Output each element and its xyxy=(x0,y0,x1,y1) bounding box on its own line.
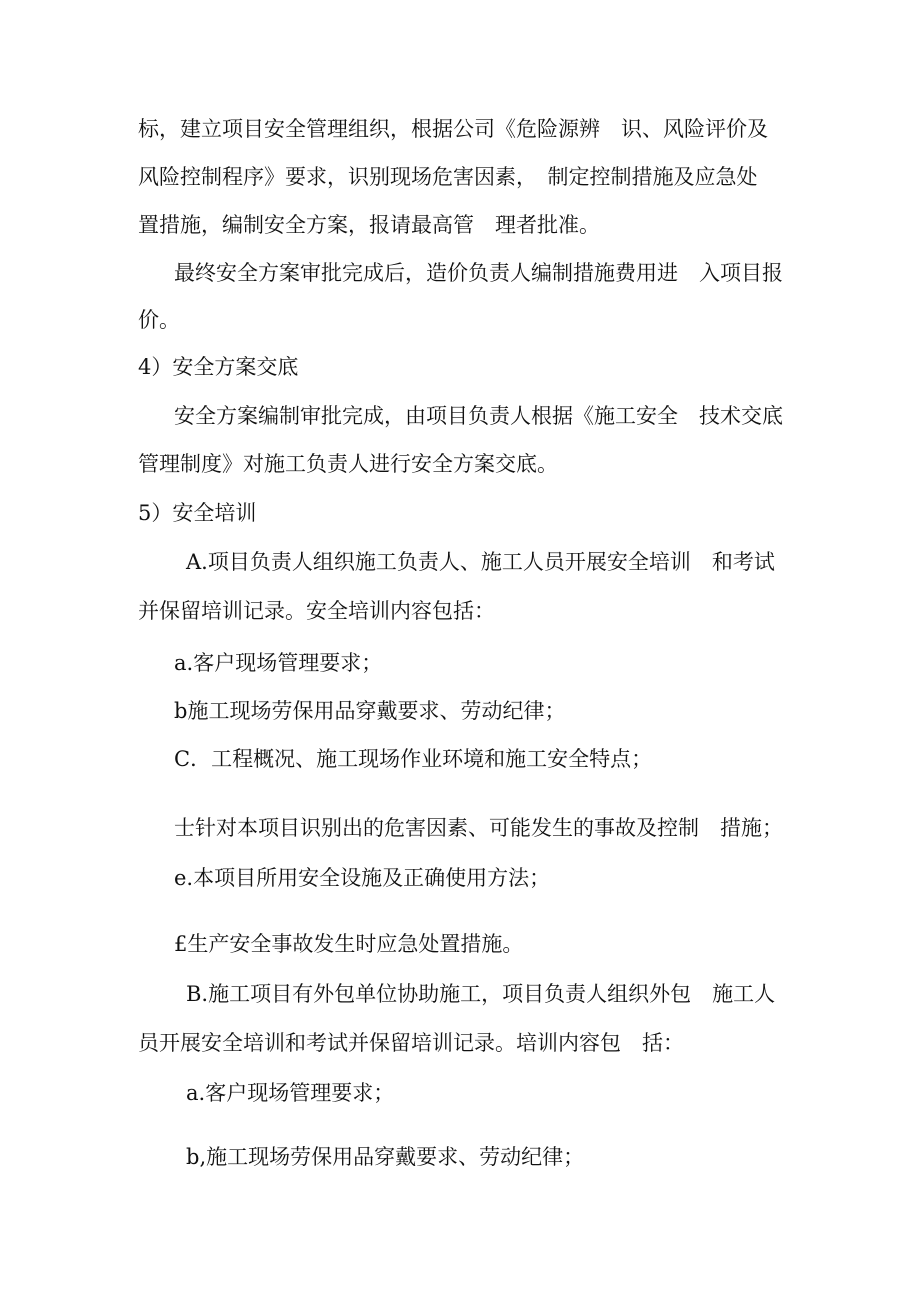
list-item-b-2: b,施工现场劳保用品穿戴要求、劳动纪律； xyxy=(186,1145,585,1169)
paragraph-line-6: 安全方案编制审批完成，由项目负责人根据《施工安全 技术交底 xyxy=(174,404,783,428)
section-heading-4: 4）安全方案交底 xyxy=(138,355,299,379)
list-item-a: a.客户现场管理要求； xyxy=(174,651,383,675)
paragraph-line-7: 管理制度》对施工负责人进行安全方案交底。 xyxy=(138,452,558,476)
list-item-a-2: a.客户现场管理要求； xyxy=(186,1081,395,1105)
paragraph-line-9: 并保留培训记录。安全培训内容包括： xyxy=(138,599,495,623)
paragraph-line-11: 员开展安全培训和考试并保留培训记录。培训内容包 括： xyxy=(138,1031,684,1055)
section-heading-5: 5）安全培训 xyxy=(138,501,257,525)
list-item-d: 士针对本项目识别出的危害因素、可能发生的事故及控制 措施； xyxy=(174,816,783,840)
list-item-e: e.本项目所用安全设施及正确使用方法； xyxy=(174,866,551,890)
paragraph-line-4: 最终安全方案审批完成后，造价负责人编制措施费用进 入项目报 xyxy=(174,261,783,285)
paragraph-line-3: 置措施，编制安全方案，报请最高管 理者批准。 xyxy=(138,213,600,237)
paragraph-line-10: B.施工项目有外包单位协助施工，项目负责人组织外包 施工人 xyxy=(186,982,776,1006)
paragraph-line-5: 价。 xyxy=(138,308,180,332)
paragraph-line-1: 标，建立项目安全管理组织，根据公司《危险源辨 识、风险评价及 xyxy=(138,117,768,141)
paragraph-line-2: 风险控制程序》要求，识别现场危害因素， 制定控制措施及应急处 xyxy=(138,165,758,189)
list-item-f: £生产安全事故发生时应急处置措施。 xyxy=(174,932,524,956)
list-item-c: C．工程概况、施工现场作业环境和施工安全特点； xyxy=(174,747,653,771)
list-item-b: b施工现场劳保用品穿戴要求、劳动纪律； xyxy=(174,699,566,723)
paragraph-line-8: A.项目负责人组织施工负责人、施工人员开展安全培训 和考试 xyxy=(186,550,775,574)
